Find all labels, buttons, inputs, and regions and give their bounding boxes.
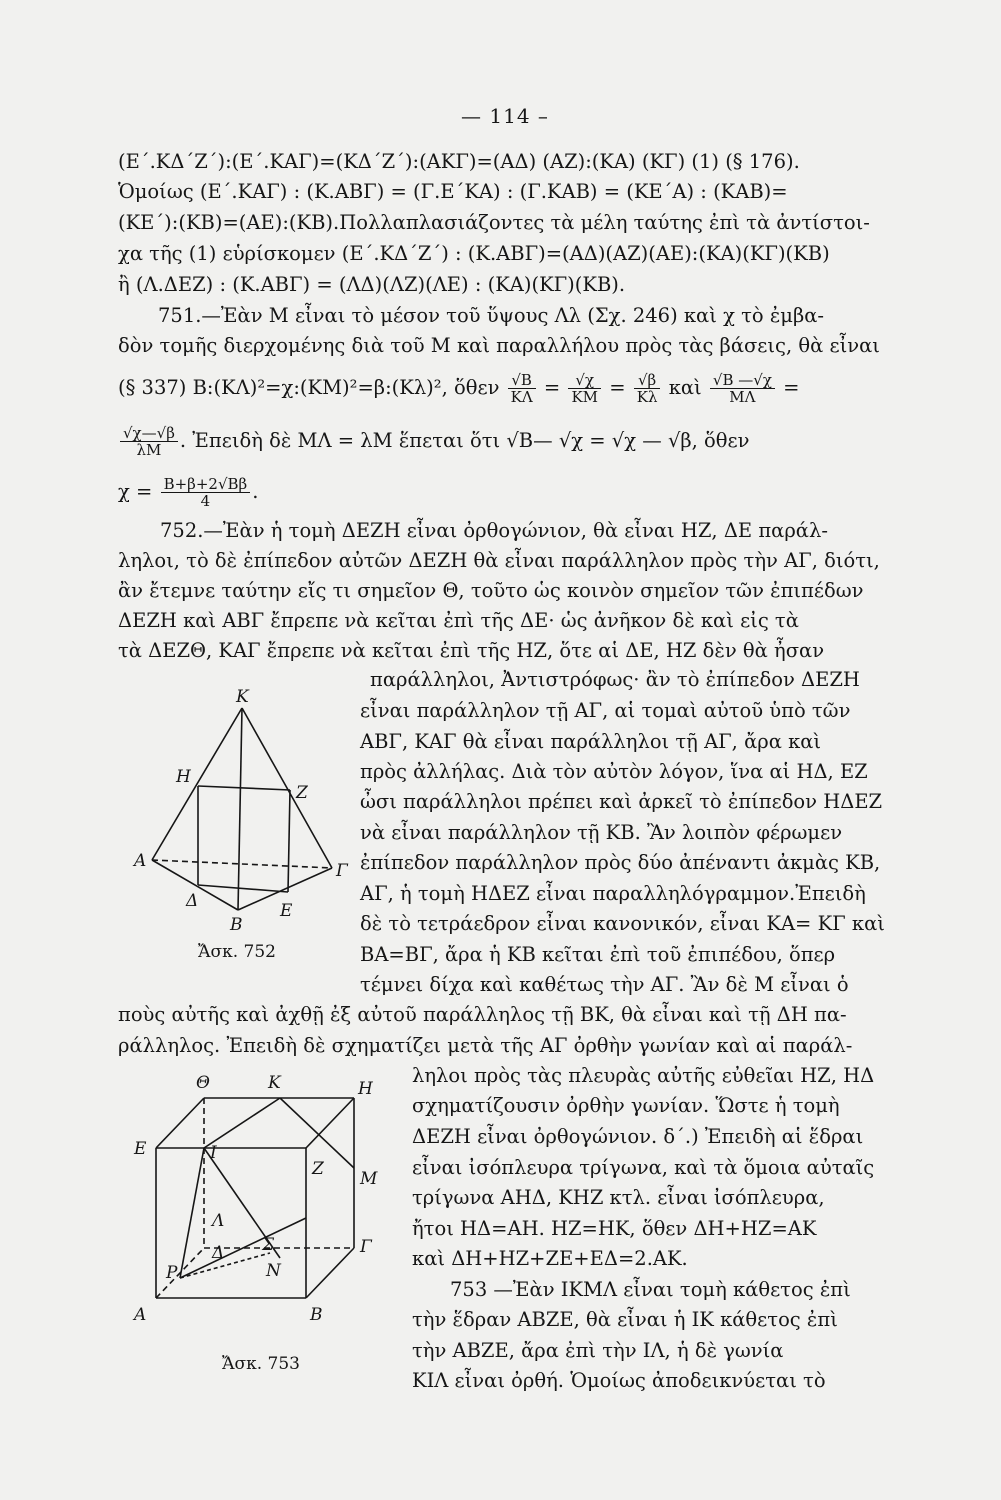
formula-line	[118, 372, 799, 405]
fraction-denominator: λΜ	[136, 441, 162, 459]
label-z: Ζ	[312, 1159, 324, 1179]
equals-sign: =	[609, 376, 626, 399]
text-line: 751.—Ἐὰν Μ εἶναι τὸ μέσον τοῦ ὕψους Λλ (Σχ. 246) καὶ χ τὸ ἐμβα-	[158, 304, 824, 327]
text-line: εἶναι ἰσόπλευρα τρίγωνα, καὶ τὰ ὅμοια αὐταῖς	[412, 1156, 875, 1179]
text-line: ληλοι πρὸς τὰς πλευρὰς αὐτῆς εὐθεῖαι ΗΖ, ΗΔ	[412, 1064, 875, 1087]
text-line: ΑΓ, ἡ τομὴ ΗΔΕΖ εἶναι παραλληλόγραμμον.Ἐπειδὴ	[360, 882, 866, 905]
text-line: τέμνει δίχα καὶ καθέτως τὴν ΑΓ. Ἂν δὲ Μ εἶναι ὁ	[360, 973, 849, 996]
edge-ka	[152, 708, 242, 860]
text-line: ΔΕΖΗ καὶ ΑΒΓ ἔπρεπε νὰ κεῖται ἐπὶ τῆς ΔΕ· ὡς ἀνῆκον δὲ καὶ εἰς τὰ	[118, 609, 799, 632]
section-ze	[288, 790, 290, 892]
text-line: ἐπίπεδον παράλληλον πρὸς δύο ἀπέναντι ἀκμὰς ΚΒ,	[360, 851, 881, 874]
equals-sign: =	[783, 376, 800, 399]
label-a: Α	[134, 1305, 147, 1325]
figure-caption: Ἄσκ. 752	[198, 942, 276, 962]
label-k: Κ	[268, 1073, 281, 1093]
text-line: τὴν ἕδραν ΑΒΖΕ, θὰ εἶναι ἡ ΙΚ κάθετος ἐπὶ	[412, 1308, 838, 1331]
edge-b-g	[306, 1248, 354, 1298]
fraction-numerator: √χ—√β	[120, 425, 178, 442]
text-line: ΔΕΖΗ εἶναι ὀρθογώνιον. δ΄.) Ἐπειδὴ αἱ ἕδραι	[412, 1125, 864, 1148]
fraction	[568, 372, 601, 405]
fraction	[120, 425, 178, 458]
fraction-denominator: 4	[200, 492, 211, 510]
fraction-numerator: √β	[634, 372, 661, 389]
section-i-k	[204, 1098, 280, 1148]
label-h: Η	[176, 767, 191, 787]
label-s: Σ	[262, 1235, 275, 1255]
label-p: Ρ	[166, 1263, 178, 1283]
edge-kb	[238, 708, 242, 910]
label-g: Γ	[336, 861, 348, 881]
edge-ag-hidden	[152, 860, 332, 868]
label-e: Ε	[280, 901, 293, 921]
text-line: (ΚΕ΄):(ΚΒ)=(ΑΕ):(ΚΒ).Πολλαπλασιάζοντες τὰ μέλη ταύτης ἐπὶ τὰ ἀντίστοι-	[118, 211, 870, 234]
figure-caption: Ἄσκ. 753	[222, 1354, 300, 1374]
fraction-numerator: Β+β+2√Ββ	[161, 476, 251, 493]
text-line: Ὁμοίως (Ε΄.ΚΑΓ) : (Κ.ΑΒΓ) = (Γ.Ε΄ΚΑ) : (Γ.ΚΑΒ) = (ΚΕ΄Α) : (ΚΑΒ)=	[118, 180, 788, 203]
section-i-l	[180, 1148, 204, 1278]
edge-h-z	[306, 1098, 354, 1148]
text-line: δὲ τὸ τετράεδρον εἶναι κανονικόν, εἶναι ΚΑ= ΚΓ καὶ	[360, 912, 885, 935]
label-z: Ζ	[296, 783, 308, 803]
text-line: (Ε΄.ΚΔ΄Ζ΄):(Ε΄.ΚΑΓ)=(ΚΔ΄Ζ΄):(ΑΚΓ)=(ΑΔ) (ΑΖ):(ΚΑ) (ΚΓ) (1) (§ 176).	[118, 150, 800, 173]
formula-line: χ = $\frac{B+\beta+2√B\beta}{4}$ .	[118, 475, 259, 510]
equals-sign: =	[543, 376, 561, 399]
formula-text: . Ἐπειδὴ δὲ ΜΛ = λΜ ἕπεται ὅτι √Β— √χ = √χ — √β, ὅθεν	[179, 429, 750, 452]
edge-th-e	[156, 1098, 204, 1148]
label-k: Κ	[236, 687, 249, 707]
text-line: τρίγωνα ΑΗΔ, ΚΗΖ κτλ. εἶναι ἰσόπλευρα,	[412, 1186, 825, 1209]
text-line: ΚΙΛ εἶναι ὀρθή. Ὁμοίως ἀποδεικνύεται τὸ	[412, 1369, 826, 1392]
text-line: ληλοι, τὸ δὲ ἐπίπεδον αὐτῶν ΔΕΖΗ θὰ εἶναι παράλληλον πρὸς τὴν ΑΓ, διότι,	[118, 549, 880, 572]
text-line: ὦσι παράλληλοι πρέπει καὶ ἀρκεῖ τὸ ἐπίπεδον ΗΔΕΖ	[360, 790, 883, 813]
label-l: Λ	[212, 1211, 225, 1231]
formula-line	[118, 425, 749, 458]
fraction-denominator: ΚΜ	[571, 388, 599, 406]
section-hz	[198, 786, 290, 790]
text-line: ἤτοι ΗΔ=ΑΗ. ΗΖ=ΗΚ, ὅθεν ΔΗ+ΗΖ=ΑΚ	[412, 1217, 817, 1240]
label-h: Η	[358, 1079, 373, 1099]
text-line: παράλληλοι, Ἀντιστρόφως· ἂν τὸ ἐπίπεδον ΔΕΖΗ	[370, 668, 860, 691]
label-n: Ν	[266, 1261, 281, 1281]
text-line: χα τῆς (1) εὑρίσκομεν (Ε΄.ΚΔ΄Ζ΄) : (Κ.ΑΒΓ)=(ΑΔ)(ΑΖ)(ΑΕ):(ΚΑ)(ΚΓ)(ΚΒ)	[118, 242, 830, 265]
label-g: Γ	[360, 1237, 372, 1257]
text-line: ἢ (Λ.ΔΕΖ) : (Κ.ΑΒΓ) = (ΛΔ)(ΛΖ)(ΛΕ) : (ΚΑ)(ΚΓ)(ΚΒ).	[118, 273, 626, 296]
fraction	[710, 372, 775, 405]
text-line: τὴν ΑΒΖΕ, ἄρα ἐπὶ τὴν ΙΛ, ἡ δὲ γωνία	[412, 1339, 784, 1362]
label-e: Ε	[134, 1139, 147, 1159]
text-line: δὸν τομῆς διερχομένης διὰ τοῦ Μ καὶ παραλλήλου πρὸς τὰς βάσεις, θὰ εἶναι	[118, 334, 880, 357]
formula-lhs: χ =	[118, 480, 153, 503]
fraction	[508, 372, 536, 405]
formula-text: (§ 337) Β:(ΚΛ)²=χ:(ΚΜ)²=β:(Κλ)², ὅθεν	[118, 376, 500, 399]
text-line: ΒΑ=ΒΓ, ἄρα ἡ ΚΒ κεῖται ἐπὶ τοῦ ἐπιπέδου, ὅπερ	[360, 943, 836, 966]
text-line: ΑΒΓ, ΚΑΓ θὰ εἶναι παράλληλοι τῇ ΑΓ, ἄρα καὶ	[360, 730, 822, 753]
text-line: πρὸς ἀλλήλας. Διὰ τὸν αὐτὸν λόγον, ἵνα αἱ ΗΔ, ΕΖ	[360, 760, 868, 783]
conjunction: καὶ	[668, 376, 702, 399]
fraction-numerator: √Β —√χ	[710, 372, 775, 389]
text-line: σχηματίζουσιν ὀρθὴν γωνίαν. Ὥστε ἡ τομὴ	[412, 1094, 840, 1117]
text-line: τὰ ΔΕΖΘ, ΚΑΓ ἔπρεπε νὰ κεῖται ἐπὶ τῆς ΗΖ, ὅτε αἱ ΔΕ, ΗΖ δὲν θὰ ἦσαν	[118, 639, 825, 662]
label-b: Β	[310, 1305, 323, 1325]
label-d: Δ	[186, 891, 199, 911]
text-line: νὰ εἶναι παράλληλον τῇ ΚΒ. Ἂν λοιπὸν φέρωμεν	[360, 821, 843, 844]
text-line: 752.—Ἐὰν ἡ τομὴ ΔΕΖΗ εἶναι ὀρθογώνιον, θὰ εἶναι ΗΖ, ΔΕ παράλ-	[160, 519, 828, 542]
section-de	[198, 885, 288, 892]
fraction	[161, 476, 251, 509]
fraction-denominator: ΚΛ	[510, 388, 533, 406]
fraction-numerator: √Β	[508, 372, 536, 389]
text-line: ποὺς αὐτῆς καὶ ἀχθῇ ἐξ αὐτοῦ παράλληλος τῇ ΒΚ, θὰ εἶναι καὶ τῇ ΔΗ πα-	[118, 1003, 847, 1026]
text-line: 753 —Ἐὰν ΙΚΜΛ εἶναι τομὴ κάθετος ἐπὶ	[450, 1278, 851, 1301]
text-line: καὶ ΔΗ+ΗΖ+ΖΕ+ΕΔ=2.ΑΚ.	[412, 1247, 688, 1270]
figure-cube	[120, 1058, 400, 1362]
figure-tetrahedron	[120, 680, 360, 944]
text-line: εἶναι παράλληλον τῇ ΑΓ, αἱ τομαὶ αὐτοῦ ὑπὸ τῶν	[360, 699, 851, 722]
fraction	[634, 372, 661, 405]
page-number: — 114 –	[461, 104, 549, 128]
label-theta: Θ	[196, 1073, 210, 1093]
tetrahedron-diagram	[120, 680, 360, 940]
fraction-denominator: Κλ	[636, 388, 658, 406]
label-a: Α	[134, 851, 147, 871]
fraction-denominator: ΜΛ	[729, 388, 756, 406]
label-b: Β	[230, 915, 243, 935]
fraction-numerator: √χ	[568, 372, 601, 389]
label-d: Δ	[212, 1243, 225, 1263]
label-i: Ι	[210, 1143, 217, 1163]
text-line: ράλληλος. Ἐπειδὴ δὲ σχηματίζει μετὰ τῆς ΑΓ ὀρθὴν γωνίαν καὶ αἱ παράλ-	[118, 1034, 853, 1057]
cube-diagram	[120, 1058, 400, 1358]
label-m: Μ	[360, 1169, 378, 1189]
text-line: ἂν ἔτεμνε ταύτην εἴς τι σημεῖον Θ, τοῦτο ὡς κοινὸν σημεῖον τῶν ἐπιπέδων	[118, 579, 864, 602]
